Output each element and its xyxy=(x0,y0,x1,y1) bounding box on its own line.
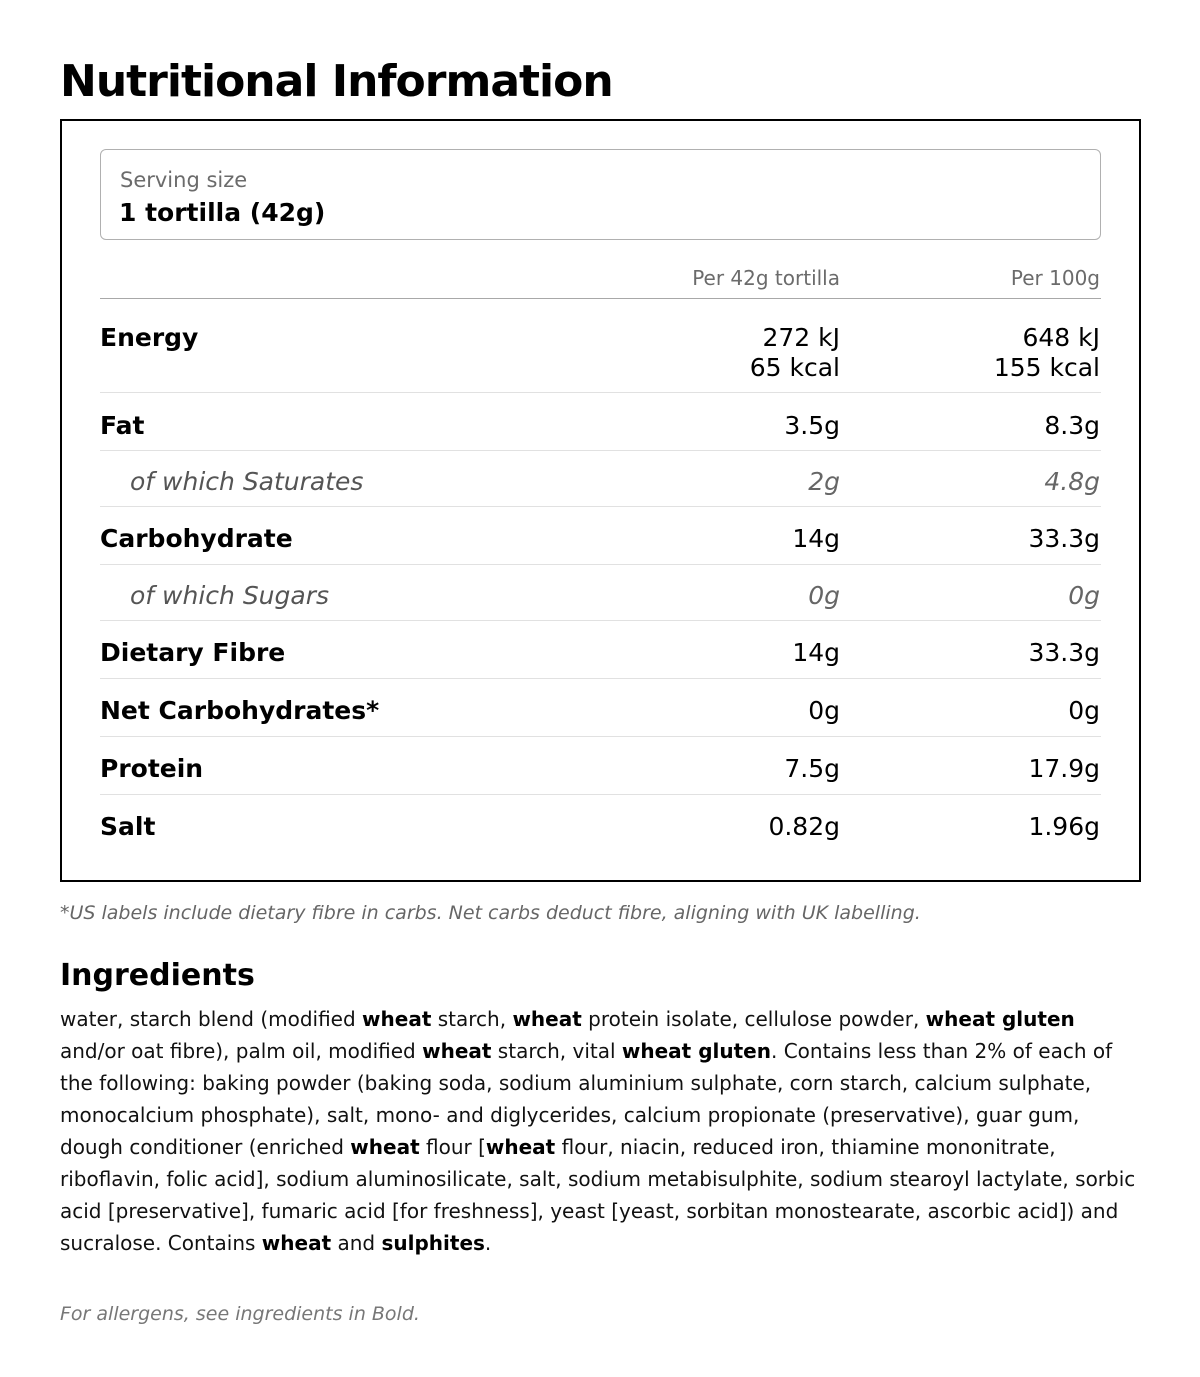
table-row-energy xyxy=(100,299,1101,393)
serving-size-label: Serving size xyxy=(120,168,248,192)
per-serving-value-kj: 272 kJ xyxy=(762,323,840,352)
nutrient-name: Energy xyxy=(100,323,199,352)
table-row-fat xyxy=(100,393,1101,451)
serving-size-value: 1 tortilla (42g) xyxy=(119,198,326,227)
ingredient-text: starch, xyxy=(431,1007,513,1031)
nutrient-name: of which Saturates xyxy=(130,467,364,496)
per-100g-value: 0g xyxy=(1068,696,1100,725)
allergen-ingredient: wheat gluten xyxy=(621,1039,771,1063)
ingredient-text: protein isolate, cellulose powder, xyxy=(581,1007,926,1031)
nutrient-name: Carbohydrate xyxy=(100,524,293,553)
per-serving-value: 0g xyxy=(808,581,840,610)
column-header-per-serving: Per 42g tortilla xyxy=(692,266,840,290)
allergen-ingredient: wheat xyxy=(350,1135,420,1159)
table-row-protein xyxy=(100,737,1101,795)
nutrient-name: Dietary Fibre xyxy=(100,638,286,667)
column-header-per-100g: Per 100g xyxy=(1010,266,1100,290)
nutrition-table xyxy=(100,259,1101,853)
table-row-carbohydrate xyxy=(100,507,1101,565)
nutrient-name: Salt xyxy=(100,812,156,841)
ingredient-text: and xyxy=(331,1231,382,1255)
ingredients-heading: Ingredients xyxy=(60,958,255,993)
per-100g-value: 0g xyxy=(1068,581,1100,610)
ingredient-text: . xyxy=(484,1231,492,1255)
per-serving-value-kcal: 65 kcal xyxy=(749,353,840,382)
allergen-note: For allergens, see ingredients in Bold. xyxy=(60,1303,420,1325)
per-serving-value: 2g xyxy=(808,467,840,496)
serving-size-box xyxy=(100,149,1101,240)
per-100g-value-kcal: 155 kcal xyxy=(993,353,1100,382)
allergen-ingredient: wheat xyxy=(512,1007,582,1031)
per-serving-value: 14g xyxy=(792,524,840,553)
allergen-ingredient: wheat xyxy=(485,1135,556,1159)
nutrient-name: Protein xyxy=(100,754,204,783)
net-carbs-footnote: *US labels include dietary fibre in carbs. Net carbs deduct fibre, aligning with UK labelling. xyxy=(60,902,921,924)
table-row-sugars xyxy=(100,565,1101,621)
nutrition-panel xyxy=(60,119,1141,882)
ingredients-text xyxy=(60,1003,1140,1259)
allergen-ingredient: sulphites xyxy=(381,1231,485,1255)
per-100g-value-kj: 648 kJ xyxy=(1022,323,1100,352)
per-serving-value: 0.82g xyxy=(768,812,840,841)
table-row-saturates xyxy=(100,451,1101,507)
ingredient-text: flour [ xyxy=(419,1135,486,1159)
per-serving-value: 7.5g xyxy=(784,754,840,783)
per-100g-value: 33.3g xyxy=(1028,638,1100,667)
nutrient-name: Net Carbohydrates* xyxy=(100,696,380,725)
allergen-ingredient: wheat xyxy=(362,1007,432,1031)
ingredient-text: starch, vital xyxy=(491,1039,622,1063)
per-100g-value: 4.8g xyxy=(1044,467,1100,496)
allergen-ingredient: wheat gluten xyxy=(925,1007,1075,1031)
ingredient-text: water, starch blend (modified xyxy=(60,1007,363,1031)
table-row-net-carbohydrates xyxy=(100,679,1101,737)
per-serving-value: 0g xyxy=(808,696,840,725)
per-serving-value: 14g xyxy=(792,638,840,667)
per-serving-value: 3.5g xyxy=(784,411,840,440)
table-header xyxy=(100,259,1101,299)
nutrient-name: of which Sugars xyxy=(130,581,330,610)
allergen-ingredient: wheat xyxy=(422,1039,492,1063)
per-100g-value: 8.3g xyxy=(1044,411,1100,440)
ingredient-text: flour, niacin, reduced iron, thiamine mononitrate, riboflavin, folic acid], sodium aluminosilicate, salt, sodium metabisulphite, sodium stearoyl lactylate, sorbic acid [preservative], fumaric acid [for freshness], yeast [yeast, sorbitan monostearate, ascorbic acid]) and sucralose. Contains xyxy=(60,1135,1136,1255)
ingredient-text: and/or oat fibre), palm oil, modified xyxy=(60,1039,423,1063)
page-title: Nutritional Information xyxy=(60,56,613,107)
per-100g-value: 33.3g xyxy=(1028,524,1100,553)
per-100g-value: 17.9g xyxy=(1028,754,1100,783)
allergen-ingredient: wheat xyxy=(261,1231,332,1255)
nutrient-name: Fat xyxy=(100,411,145,440)
table-row-dietary-fibre xyxy=(100,621,1101,679)
table-row-salt xyxy=(100,795,1101,853)
per-100g-value: 1.96g xyxy=(1028,812,1100,841)
ingredient-text: . Contains less than 2% of each of the following: baking powder (baking soda, sodium aluminium sulphate, corn starch, calcium sulphate, monocalcium phosphate), salt, mono- and diglycerides, calcium propionate (preservative), guar gum, dough conditioner (enriched xyxy=(60,1039,1113,1159)
